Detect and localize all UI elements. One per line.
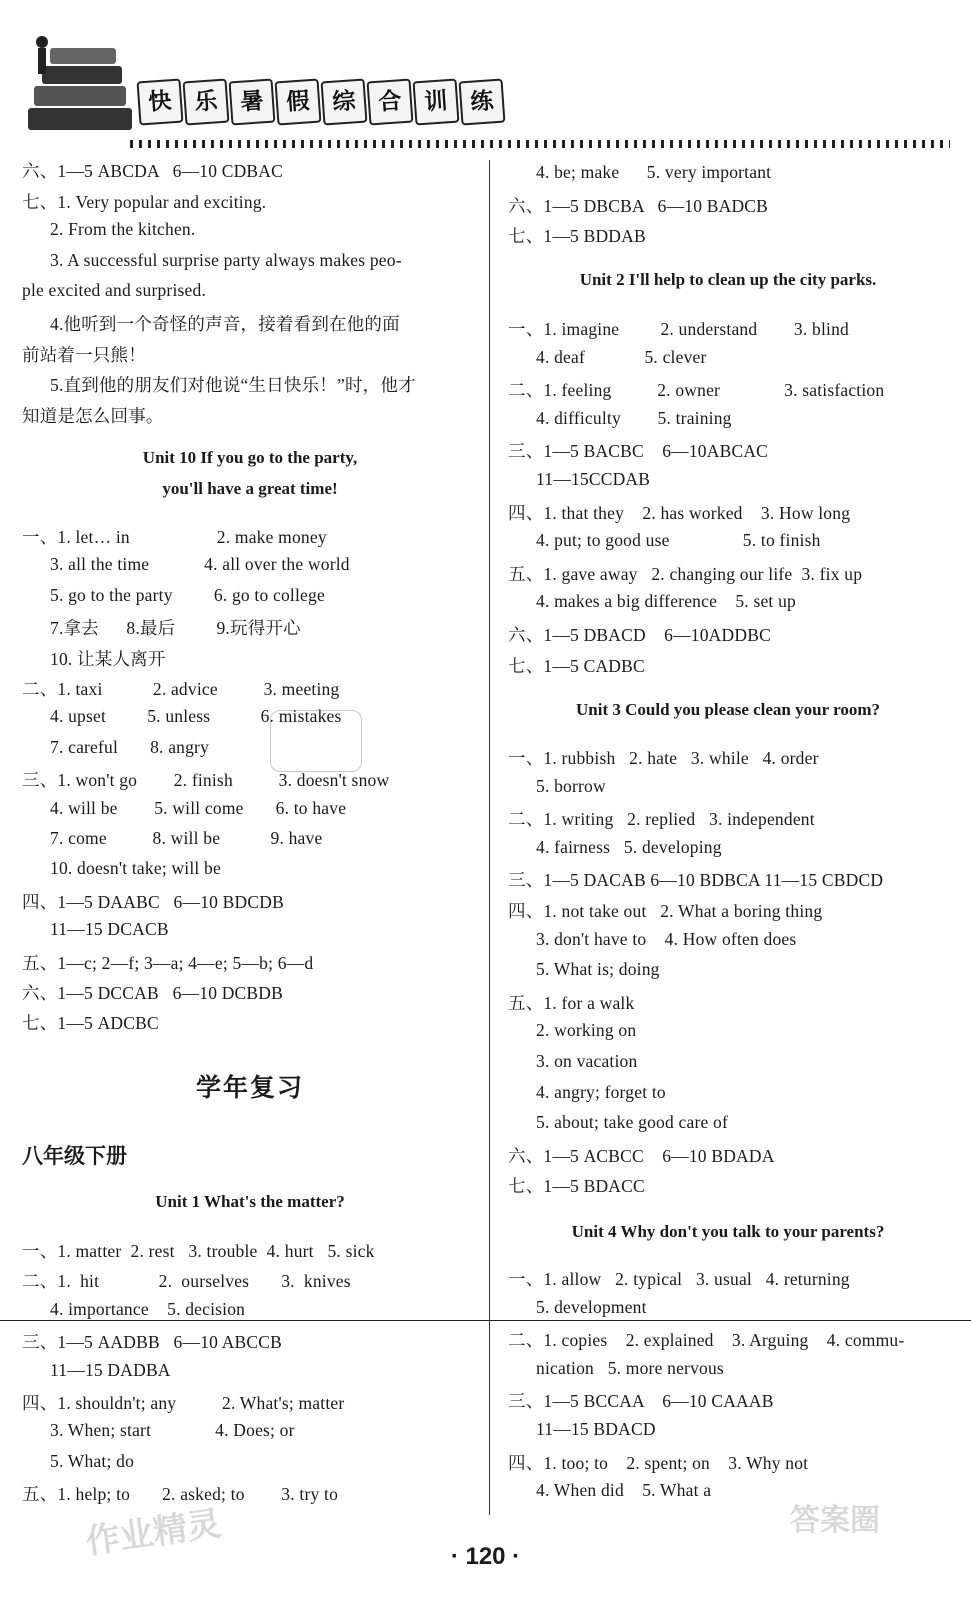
answer-line: 七、1. Very popular and exciting. <box>22 191 267 212</box>
answer-line: 2. From the kitchen. <box>50 219 196 240</box>
answer-line: 七、1—5 ADCBC <box>22 1013 159 1034</box>
answer-line: 二、1. copies 2. explained 3. Arguing 4. commu- <box>508 1330 905 1351</box>
answer-line: 七、1—5 BDDAB <box>508 226 646 246</box>
answer-line: 七、1—5 CADBC <box>508 655 645 676</box>
answer-line: 一、1. let… in 2. make money <box>22 527 327 547</box>
banner-char: 合 <box>367 79 414 126</box>
answer-line: 4. difficulty 5. training <box>536 407 732 428</box>
watermark-logo: 作业精灵 <box>83 1503 224 1563</box>
answer-line: 五、1. for a walk <box>508 992 635 1013</box>
answer-line: 4. upset 5. unless 6. mistakes <box>50 706 342 727</box>
answer-line: 4. deaf 5. clever <box>536 346 707 367</box>
answer-line: 5. go to the party 6. go to college <box>50 584 325 605</box>
answer-line: 六、1—5 ABCDA 6—10 CDBAC <box>22 161 284 181</box>
answer-line: 3. don't have to 4. How often does <box>536 928 797 949</box>
answer-line: 三、1. won't go 2. finish 3. doesn't snow <box>22 770 390 791</box>
answer-line: 六、1—5 DCCAB 6—10 DCBDB <box>22 983 284 1003</box>
unit3-title: Unit 3 Could you please clean your room? <box>576 700 880 719</box>
answer-line: 11—15 DADBA <box>50 1359 171 1380</box>
answer-line: 四、1. too; to 2. spent; on 3. Why not <box>508 1452 809 1473</box>
answer-line: 2. working on <box>536 1020 637 1041</box>
answer-line: 六、1—5 DBACD 6—10ADDBC <box>508 625 771 645</box>
answer-line: 4. be; make 5. very important <box>536 162 772 182</box>
header-dash-rule <box>130 140 950 148</box>
answer-line: 4. will be 5. will come 6. to have <box>50 797 347 818</box>
answer-line: 一、1. allow 2. typical 3. usual 4. returning <box>508 1269 850 1289</box>
banner-char: 暑 <box>229 79 276 126</box>
answer-line: 5. What is; doing <box>536 959 660 980</box>
answer-line: 5. about; take good care of <box>536 1112 728 1133</box>
unit4-title: Unit 4 Why don't you talk to your parents? <box>571 1222 885 1241</box>
answer-line: 11—15 DCACB <box>50 919 169 940</box>
section-title: 学年复习 <box>195 1073 304 1102</box>
unit1-title: Unit 1 What's the matter? <box>155 1192 345 1211</box>
banner-char: 综 <box>321 79 368 126</box>
answer-line: 3. A successful surprise party always makes peo- <box>50 249 402 270</box>
answer-line: 六、1—5 DBCBA 6—10 BADCB <box>508 195 769 216</box>
answer-line: 二、1. hit 2. ourselves 3. knives <box>22 1271 351 1292</box>
answer-line: 3. When; start 4. Does; or <box>50 1420 295 1441</box>
banner-char: 练 <box>459 79 506 126</box>
answer-line: 4. angry; forget to <box>536 1081 666 1102</box>
answer-line: 二、1. writing 2. replied 3. independent <box>508 809 815 830</box>
page-header <box>20 20 951 145</box>
banner-char: 训 <box>413 79 460 126</box>
answer-line: 4. put; to good use 5. to finish <box>536 530 821 551</box>
answer-line: 4. When did 5. What a <box>536 1480 712 1501</box>
answer-line: 四、1. not take out 2. What a boring thing <box>508 901 823 921</box>
answer-line: 4. importance 5. decision <box>50 1298 246 1319</box>
answer-line: 七、1—5 BDACC <box>508 1176 645 1197</box>
scan-fold-line <box>0 1320 971 1321</box>
answer-line: 三、1—5 BACBC 6—10ABCAC <box>508 441 769 462</box>
answer-line: 10. doesn't take; will be <box>50 858 221 879</box>
answer-line: 一、1. imagine 2. understand 3. blind <box>508 319 850 339</box>
unit10-title-line1: Unit 10 If you go to the party, <box>142 448 358 467</box>
unit2-title: Unit 2 I'll help to clean up the city parks. <box>579 270 877 289</box>
answer-line: 5. development <box>536 1296 647 1317</box>
banner-char: 假 <box>275 79 322 126</box>
answer-line: 六、1—5 ACBCC 6—10 BDADA <box>508 1145 775 1166</box>
answer-line: 3. on vacation <box>536 1051 638 1071</box>
answer-line: 5.直到他的朋友们对他说“生日快乐！”时，他才 <box>50 375 416 396</box>
grade-title: 八年级下册 <box>22 1144 127 1168</box>
answer-line: 前站着一只熊！ <box>22 344 146 365</box>
answer-line: 7. come 8. will be 9. have <box>50 828 323 848</box>
answer-line: 4.他听到一个奇怪的声音，接着看到在他的面 <box>50 314 400 334</box>
answer-line: 4. makes a big difference 5. set up <box>536 591 796 612</box>
answer-line: 7. careful 8. angry <box>50 736 210 757</box>
answer-line: 四、1. that they 2. has worked 3. How long <box>508 502 851 523</box>
answer-line: 五、1. gave away 2. changing our life 3. fix up <box>508 563 863 584</box>
answer-line: 五、1. help; to 2. asked; to 3. try to <box>22 1484 339 1505</box>
answer-line: 7.拿去 8.最后 9.玩得开心 <box>50 618 301 639</box>
page-number: · 120 · <box>450 1543 521 1570</box>
answer-line: 五、1—c; 2—f; 3—a; 4—e; 5—b; 6—d <box>22 952 314 973</box>
answer-line: 四、1—5 DAABC 6—10 BDCDB <box>22 891 284 912</box>
answer-line: 10. 让某人离开 <box>50 648 166 669</box>
unit10-title-line2: you'll have a great time! <box>162 479 338 498</box>
answer-line: 5. borrow <box>536 775 606 796</box>
books-stack-icon <box>20 30 140 140</box>
answer-line: 三、1—5 DACAB 6—10 BDBCA 11—15 CBDCD <box>508 870 884 891</box>
answer-line: 4. fairness 5. developing <box>536 836 722 857</box>
banner-char: 快 <box>137 79 184 126</box>
answer-line: 11—15CCDAB <box>536 469 651 489</box>
answer-line: 四、1. shouldn't; any 2. What's; matter <box>22 1393 345 1413</box>
column-divider <box>489 160 490 1515</box>
banner-title <box>138 78 506 126</box>
answer-line: 知道是怎么回事。 <box>22 405 164 426</box>
answer-line: 二、1. feeling 2. owner 3. satisfaction <box>508 380 885 401</box>
answer-line: 三、1—5 BCCAA 6—10 CAAAB <box>508 1391 774 1412</box>
answer-line: 二、1. taxi 2. advice 3. meeting <box>22 679 340 699</box>
answer-line: nication 5. more nervous <box>536 1357 724 1378</box>
stamp-mark <box>270 710 362 772</box>
answer-line: 5. What; do <box>50 1450 135 1471</box>
banner-char: 乐 <box>183 79 230 126</box>
answer-line: 3. all the time 4. all over the world <box>50 554 350 575</box>
answer-line: 三、1—5 AADBB 6—10 ABCCB <box>22 1332 283 1353</box>
answer-line: 一、1. matter 2. rest 3. trouble 4. hurt 5. sick <box>22 1241 375 1261</box>
answer-line: 一、1. rubbish 2. hate 3. while 4. order <box>508 748 819 768</box>
watermark-site-logo: 答案圈 <box>790 1503 880 1538</box>
answer-line: 11—15 BDACD <box>536 1419 656 1439</box>
answer-line: ple excited and surprised. <box>22 280 207 301</box>
